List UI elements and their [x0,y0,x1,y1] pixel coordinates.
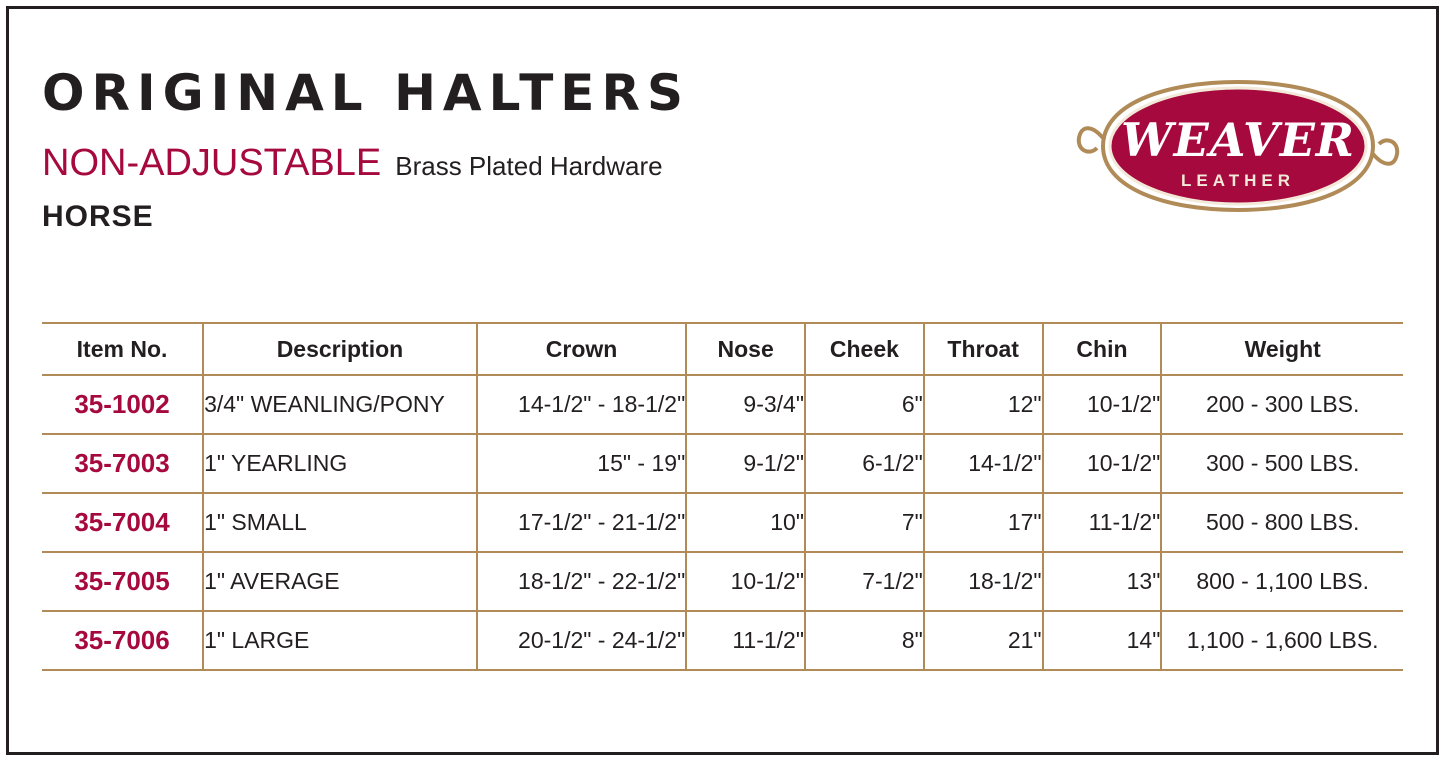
weaver-leather-logo [1073,68,1403,223]
column-header-cheek: Cheek [805,323,924,375]
logo-graphic [1073,68,1403,223]
column-header-crown: Crown [477,323,686,375]
table-header-row [42,323,1403,375]
cell-cheek: 8" [805,611,924,670]
cell-weight: 500 - 800 LBS. [1161,493,1403,552]
table-body [42,375,1403,670]
cell-nose: 11-1/2" [686,611,805,670]
cell-chin: 14" [1043,611,1162,670]
cell-description: 1" LARGE [203,611,477,670]
cell-nose: 9-1/2" [686,434,805,493]
table-row [42,493,1403,552]
cell-crown: 17-1/2" - 21-1/2" [477,493,686,552]
specs-table [42,322,1403,671]
column-header-chin: Chin [1043,323,1162,375]
cell-weight: 800 - 1,100 LBS. [1161,552,1403,611]
cell-crown: 20-1/2" - 24-1/2" [477,611,686,670]
cell-nose: 10" [686,493,805,552]
cell-crown: 14-1/2" - 18-1/2" [477,375,686,434]
column-header-throat: Throat [924,323,1043,375]
cell-description: 3/4" WEANLING/PONY [203,375,477,434]
subtitle-adjustability: NON-ADJUSTABLE [42,142,382,184]
cell-item-no: 35-7003 [42,434,203,493]
cell-chin: 10-1/2" [1043,434,1162,493]
cell-cheek: 7-1/2" [805,552,924,611]
table-row [42,552,1403,611]
column-header-nose: Nose [686,323,805,375]
cell-throat: 17" [924,493,1043,552]
cell-weight: 200 - 300 LBS. [1161,375,1403,434]
cell-weight: 1,100 - 1,600 LBS. [1161,611,1403,670]
section-title-horse: HORSE [42,200,154,233]
logo-brand-text: WEAVER [1120,113,1356,167]
cell-description: 1" AVERAGE [203,552,477,611]
logo-tagline-text: LEATHER [1180,171,1296,190]
column-header-item-no: Item No. [42,323,203,375]
subtitle-hardware: Brass Plated Hardware [395,151,663,181]
cell-throat: 18-1/2" [924,552,1043,611]
cell-item-no: 35-7006 [42,611,203,670]
cell-nose: 9-3/4" [686,375,805,434]
cell-description: 1" SMALL [203,493,477,552]
page-header [42,64,1403,308]
cell-chin: 13" [1043,552,1162,611]
table-row [42,375,1403,434]
cell-crown: 15" - 19" [477,434,686,493]
cell-item-no: 35-7005 [42,552,203,611]
table-row [42,611,1403,670]
specs-table-wrap [42,322,1403,671]
page-title: ORIGINAL HALTERS [42,64,690,122]
cell-crown: 18-1/2" - 22-1/2" [477,552,686,611]
column-header-description: Description [203,323,477,375]
cell-nose: 10-1/2" [686,552,805,611]
cell-throat: 21" [924,611,1043,670]
cell-item-no: 35-7004 [42,493,203,552]
cell-chin: 11-1/2" [1043,493,1162,552]
cell-item-no: 35-1002 [42,375,203,434]
column-header-weight: Weight [1161,323,1403,375]
cell-description: 1" YEARLING [203,434,477,493]
cell-cheek: 6" [805,375,924,434]
table-head [42,323,1403,375]
cell-cheek: 7" [805,493,924,552]
page-content [42,30,1403,741]
cell-throat: 12" [924,375,1043,434]
cell-weight: 300 - 500 LBS. [1161,434,1403,493]
cell-chin: 10-1/2" [1043,375,1162,434]
cell-throat: 14-1/2" [924,434,1043,493]
table-row [42,434,1403,493]
cell-cheek: 6-1/2" [805,434,924,493]
